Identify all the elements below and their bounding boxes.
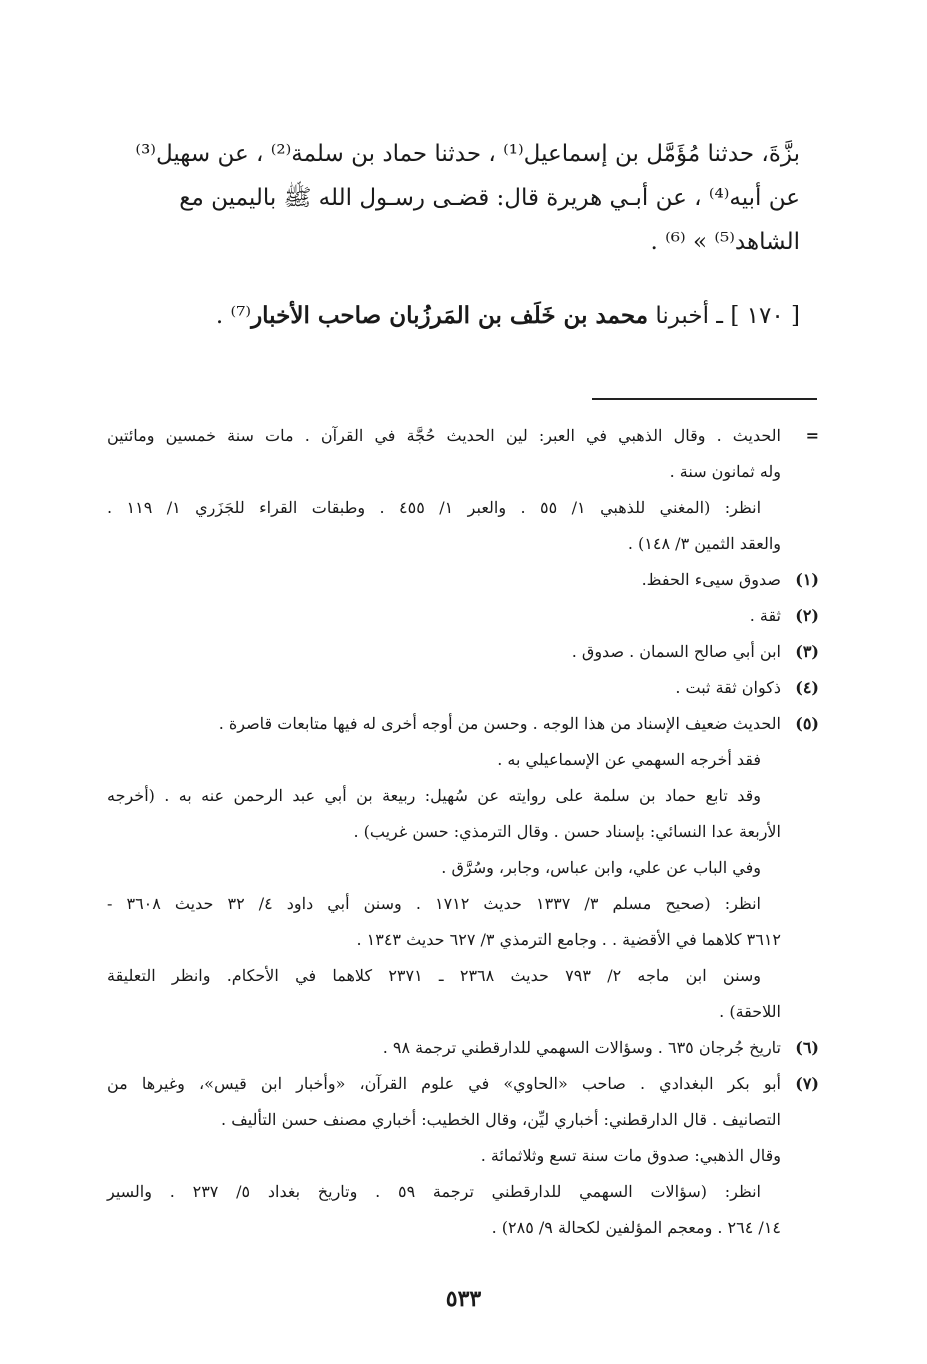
footnote-number: (٣) [795,642,819,661]
footnote-line: وسنن ابن ماجه ٢/ ٧٩٣ حديث ٢٣٦٨ ـ ٢٣٧١ كلاهما في الأحكام. وانظر التعليقة [107,966,762,985]
footnote-4 [107,670,819,706]
footnote-line: انظر: (سؤالات السهمي للدارقطني ترجمة ٥٩ . وتاريخ بغداد ٥/ ٢٣٧ . والسير [107,1182,761,1201]
footnote-divider [592,398,817,400]
narrator-name: محمد بن خَلَف بن المَرزُبان صاحب الأخبار [251,302,649,329]
heading-tail: ⁽⁷⁾ . [215,303,252,329]
footnote-number: (٦) [795,1038,819,1057]
footnote-line: التصانيف . قال الدارقطني: أخباري ليِّن، وقال الخطيب: أخباري مصنف حسن التأليف . [221,1110,781,1129]
footnote-line: ابن أبي صالح السمان . صدوق . [571,642,781,661]
continuation-marker: = [805,426,819,445]
footnote-line: وله ثمانون سنة . [669,462,781,481]
footnote-6 [107,1030,819,1066]
footnote-line: وقال الذهبي: صدوق مات سنة تسع وثلاثمائة . [480,1146,781,1165]
footnote-line: وفي الباب عن علي، وابن عباس، وجابر، وسُرَّق . [441,858,761,877]
main-text [108,132,800,264]
footnote-number: (٢) [795,606,819,625]
footnote-line: وقد تابع حماد بن سلمة على روايته عن سُهيل: ربيعة بن أبي عبد الرحمن عنه به . (أخرجه [107,786,761,805]
footnote-line: اللاحقة) . [719,1002,781,1021]
footnote-number: (٤) [795,678,819,697]
page-number: ٥٣٣ [445,1286,482,1312]
footnote-1 [107,562,819,598]
footnote-line: صدوق سيىء الحفظ. [641,570,781,589]
footnote-line: ٣٦١٢ كلاهما في الأقضية . . وجامع الترمذي ٣/ ٦٢٧ حديث ١٣٤٣ . [356,930,781,949]
main-text-line: بزَّةَ، حدثنا مُؤَمَّل بن إسماعيل⁽¹⁾ ، حدثنا حماد بن سلمة⁽²⁾ ، عن سهيل⁽³⁾ [135,141,800,167]
footnote-line: ثقة . [749,606,781,625]
footnote-line: تاريخ جُرجان ٦٣٥ . وسؤالات السهمي للدارقطني ترجمة ٩٨ . [382,1038,781,1057]
main-text-line: الشاهد⁽⁵⁾ » ⁽⁶⁾ . [650,229,800,255]
footnote-line: أبو بكر البغدادي . صاحب «الحاوي» في علوم القرآن، «وأخبار ابن قيس»، وغيرها من [107,1074,781,1093]
footnote-line: الحديث ضعيف الإسناد من هذا الوجه . وحسن من أوجه أخرى له فيها متابعات قاصرة . [218,714,781,733]
footnote-5 [107,706,819,1030]
footnote-line: فقد أخرجه السهمي عن الإسماعيلي به . [497,750,761,769]
footnote-7 [107,1066,819,1246]
footnote-number: (٧) [795,1074,819,1093]
footnote-3 [107,634,819,670]
footnote-line: انظر: (صحيح مسلم ٣/ ١٣٣٧ حديث ١٧١٢ . وسنن أبي داود ٤/ ٣٢ حديث ٣٦٠٨ - [107,894,761,913]
footnote-line: الأربعة عدا النسائي: بإسناد حسن . وقال الترمذي: حسن غريب) . [353,822,781,841]
footnote-number: (١) [795,570,819,589]
footnote-line: انظر: (المغني للذهبي ١/ ٥٥ . والعبر ١/ ٤٥٥ . وطبقات القراء للجَزَري ١/ ١١٩ . [107,498,762,517]
hadith-number: [ ١٧٠ ] ـ [716,303,800,329]
hadith-heading [108,296,800,336]
footnote-line: والعقد الثمين ٣/ ١٤٨) . [627,534,781,553]
main-text-line: عن أبيه⁽⁴⁾ ، عن أبـي هريرة قال: قضـى رسـول الله ﷺ باليمين مع [179,185,800,211]
heading-lead: أخبرنا [655,303,709,329]
footnote-line: ١٤/ ٢٦٤ . ومعجم المؤلفين لكحالة ٩/ ٢٨٥) . [491,1218,781,1237]
footnote-continuation [107,418,819,562]
footnotes [107,418,819,1246]
footnote-line: الحديث . وقال الذهبي في العبر: لين الحديث حُجَّة في القرآن . مات سنة خمسين ومائتين [107,426,781,445]
footnote-line: ذكوان ثقة ثبت . [675,678,781,697]
footnote-2 [107,598,819,634]
footnote-number: (٥) [795,714,819,733]
